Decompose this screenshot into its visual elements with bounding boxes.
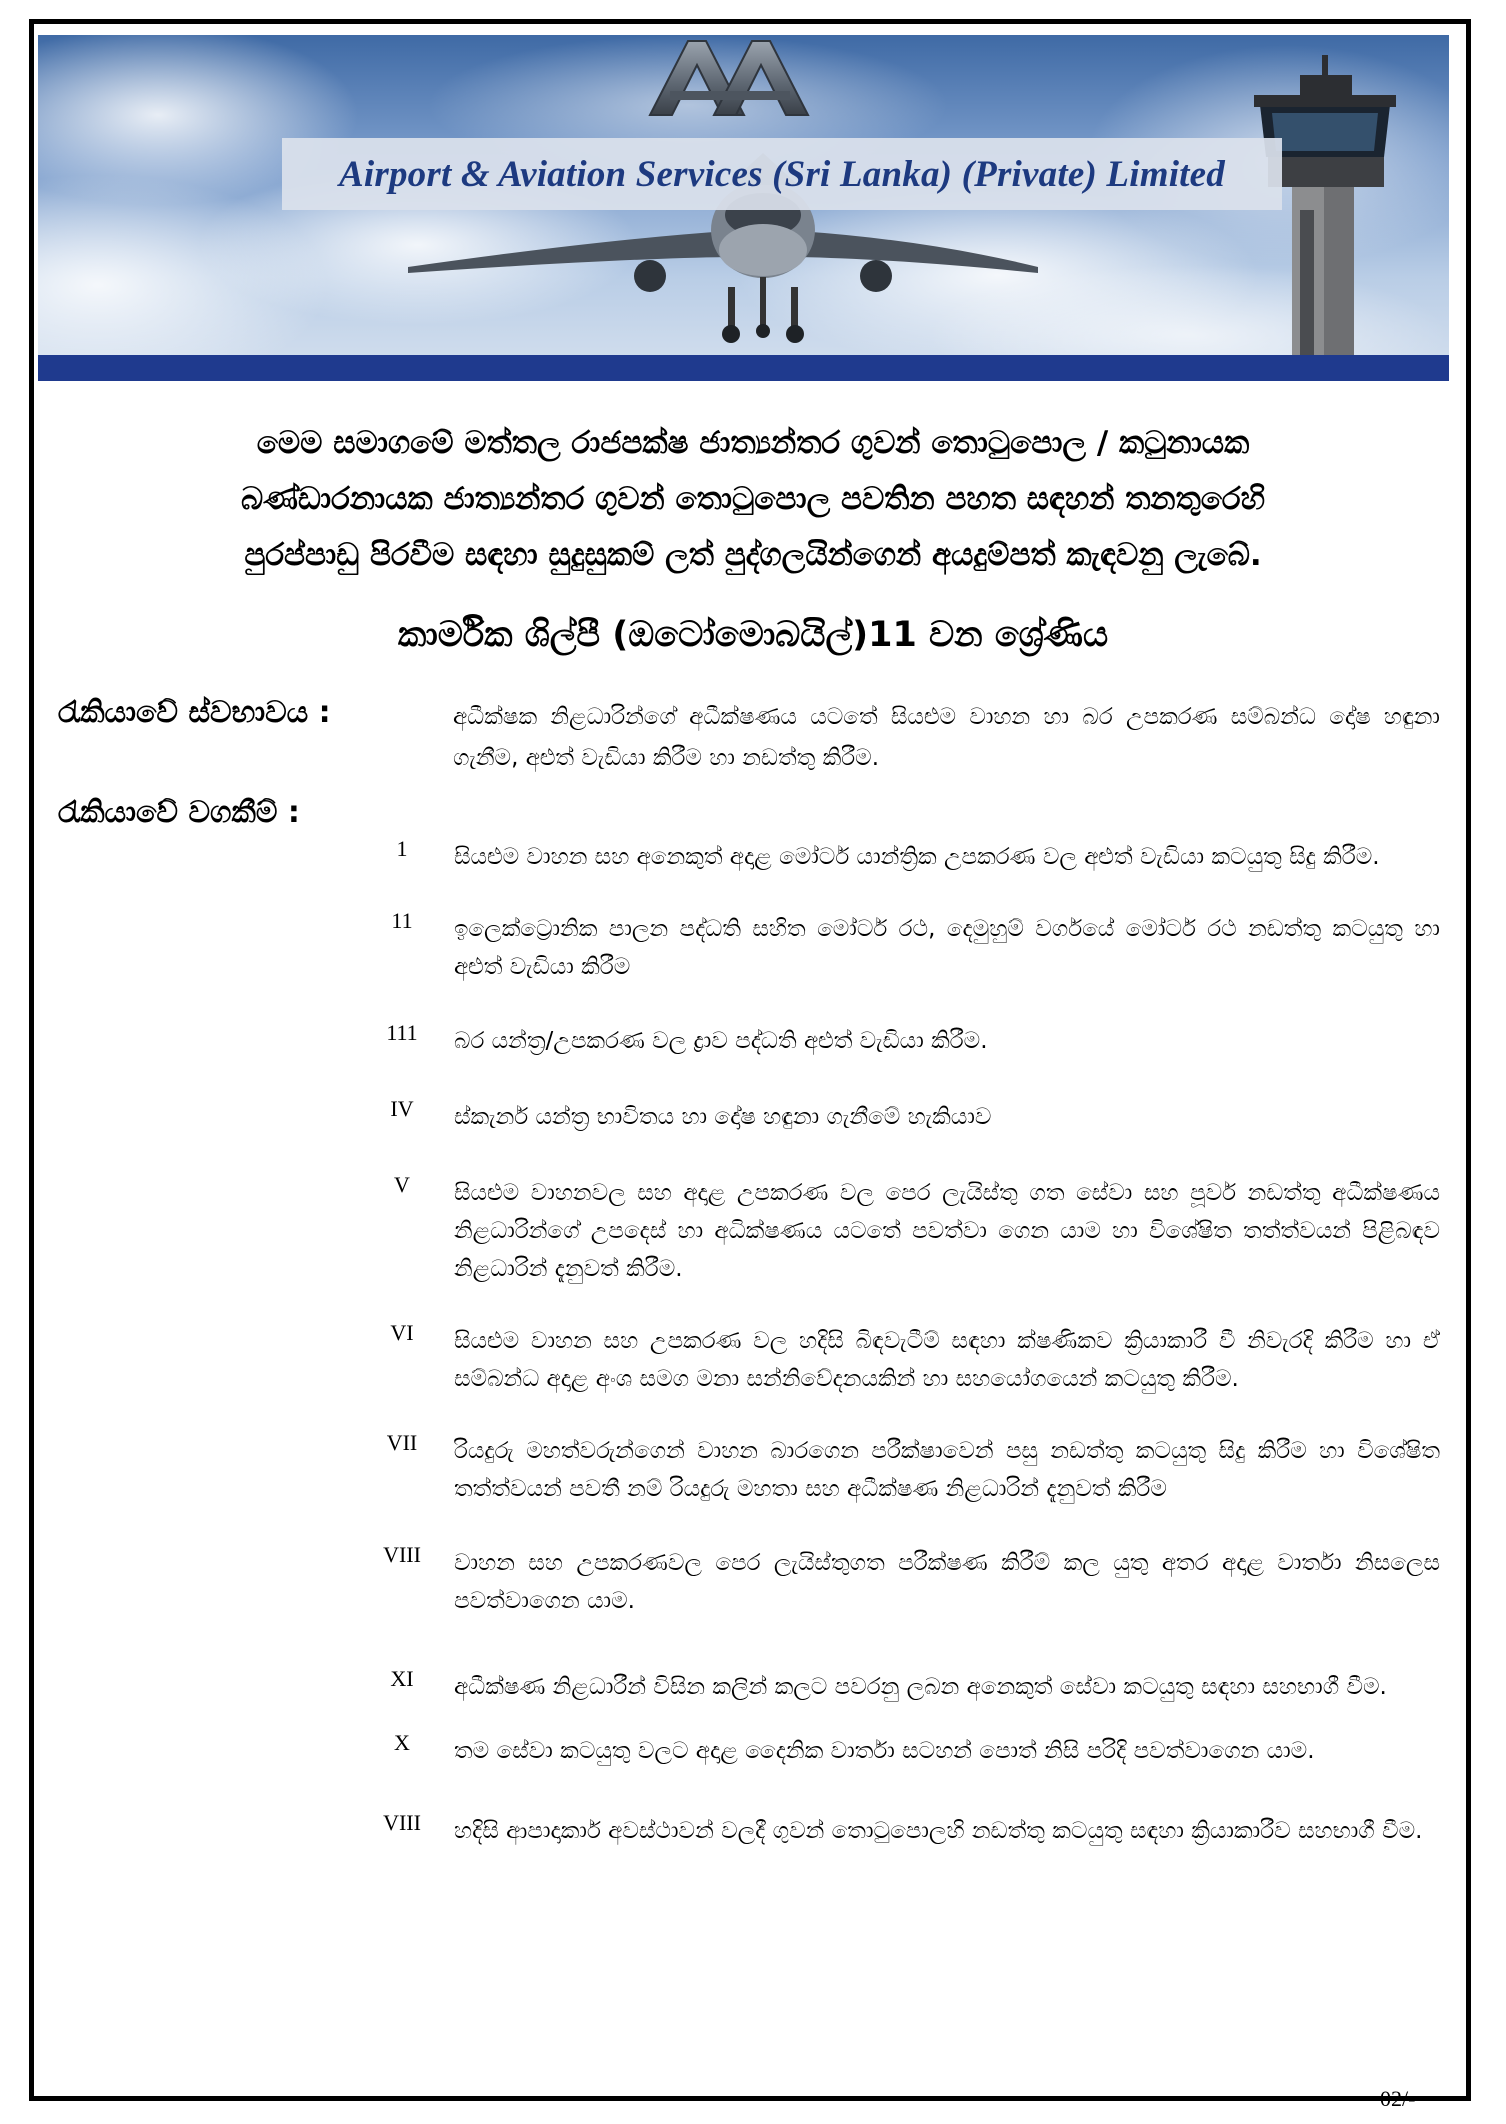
duty-item (370, 1022, 1440, 1060)
company-name-box (282, 138, 1282, 210)
duty-number: XI (390, 1666, 414, 1691)
duty-item (370, 910, 1440, 986)
page-number: 02/- (1380, 2086, 1416, 2111)
duty-number: VI (390, 1320, 414, 1345)
duty-item (370, 838, 1440, 876)
duty-number: X (394, 1730, 410, 1755)
duty-item (370, 1732, 1440, 1770)
duty-text: ඉලෙක්ට්‍රොනික පාලන පද්ධති සහිත මෝටර් රථ, දෙමුහුම් වර්ගයේ මෝටර් රථ නඩත්තු කටයුතු හා අළුත් වැඩියා කිරීම (454, 916, 1440, 980)
duty-number: VIII (383, 1542, 421, 1567)
intro-line-2: බණ්ඩාරනායක ජාත්‍යන්තර ගුවන් තොටුපොල පවතින පහත සඳහන් තනතුරෙහි (240, 481, 1266, 517)
duty-number: 111 (386, 1020, 418, 1045)
duty-item (370, 1812, 1440, 1850)
header-banner (38, 35, 1449, 381)
post-title: කාර්මික ශිල්පී (ඔටෝමොබයිල්)11 වන ශ්‍රේණිය (397, 615, 1109, 655)
duty-text: බර යන්ත්‍ර/උපකරණ වල ද්‍රාව පද්ධති අළුත් වැඩියා කිරීම. (454, 1028, 988, 1054)
duty-text: රියදුරු මහත්වරුන්ගෙන් වාහන බාරගෙන පරීක්ෂාවෙන් පසු නඩත්තු කටයුතු සිදු කිරීම හා විශේෂිත තත්ත්වයන් පවතී නම් රියදුරු මහතා සහ අධීක්ෂණ නිළධාරින් දැනුවත් කිරීම (454, 1438, 1440, 1502)
intro-line-1: මෙම සමාගමේ මත්තල රාජපක්ෂ ජාත්‍යන්තර ගුවන් තොටුපොල / කටුනායක (256, 425, 1250, 461)
duty-text: වාහන සහ උපකරණවල පෙර ලැයිස්තුගත පරීක්ෂණ කිරීම් කල යුතු අතර අදාළ වාර්තා නිසලෙස පවත්වාගෙන යාම. (454, 1550, 1440, 1614)
intro-line-3: පුරප්පාඩු පිරවීම සඳහා සුදුසුකම් ලත් පුද්ගලයින්ගෙන් අයදුම්පත් කැඳවනු ලැබේ. (244, 537, 1262, 573)
company-name: Airport & Aviation Services (Sri Lanka) (Private) Limited (339, 153, 1225, 195)
duties-list (370, 838, 1440, 1850)
job-nature-label: රැකියාවේ ස්වභාවය : (58, 695, 331, 730)
duty-item (370, 1668, 1440, 1706)
duty-text: තම සේවා කටයුතු වලට අදාළ දෛනික වාර්තා සටහන් පොත් නිසි පරිදි පවත්වාගෙන යාම. (454, 1738, 1315, 1764)
duty-number: V (394, 1172, 410, 1197)
duty-text: ස්කැනර් යන්ත්‍ර භාවිතය හා දෝෂ හඳුනා ගැනීමේ හැකියාව (454, 1104, 992, 1130)
duty-item (370, 1322, 1440, 1398)
duty-number: VIII (383, 1810, 421, 1835)
duty-text: හදිසි ආපාදාකාර් අවස්ථාවන් වලදී ගුවන් තොටුපොලහි නඩත්තු කටයුතු සඳහා ක්‍රියාකාරීව සහභාගී වීම. (454, 1818, 1423, 1844)
duties-label: රැකියාවේ වගකීම් : (58, 795, 300, 830)
duty-number: 1 (396, 836, 408, 861)
duty-text: සියළුම වාහන සහ උපකරණ වල හදිසි බිඳවැටීම් සඳහා ක්ෂණිකව ක්‍රියාකාරී වී නිවැරදි කිරීම හා ඒ සම්බන්ධ අදාළ අංශ සමග මනා සන්නිවේදනයකින් හා සහයෝගයෙන් කටයුතු කිරීම. (454, 1328, 1440, 1392)
banner-bottom-bar (38, 355, 1449, 381)
job-nature-text: අධීක්ෂක නිළධාරින්ගේ අධීක්ෂණය යටතේ සියළුම වාහන හා බර උපකරණ සම්බන්ධ දෝෂ හඳුනා ගැනීම, අළුත් වැඩියා කිරීම හා නඩත්තු කිරීම. (453, 704, 1440, 771)
duty-item (370, 1174, 1440, 1288)
vacancy-intro (70, 415, 1436, 583)
duty-item (370, 1432, 1440, 1508)
duty-text: අධීක්ෂණ නිළධාරීන් විසින කලින් කලට පවරනු ලබන අනෙකුත් සේවා කටයුතු සඳහා සහභාගී වීම. (454, 1674, 1387, 1700)
duty-text: සියළුම වාහන සහ අනෙකුත් අදාළ මෝටර් යාන්ත්‍රික උපකරණ වල අළුත් වැඩියා කටයුතු සිදු කිරීම. (454, 844, 1380, 870)
duty-number: VII (386, 1430, 418, 1455)
duty-text: සියළුම වාහනවල සහ අදාළ උපකරණ වල පෙර ලැයිස්තු ගත සේවා සහ පූර්ව නඩත්තු අධීක්ෂණය නිළධාරින්ගේ උපදෙස් හා අධික්ෂණය යටතේ පවත්වා ගෙන යාම හා විශේෂිත තත්ත්වයන් පිළිබඳව නිළධාරින් දැනුවත් කිරීම. (454, 1180, 1440, 1282)
duty-number: IV (390, 1096, 414, 1121)
duty-number: 11 (391, 908, 413, 933)
duty-item (370, 1544, 1440, 1620)
duty-item (370, 1098, 1440, 1136)
